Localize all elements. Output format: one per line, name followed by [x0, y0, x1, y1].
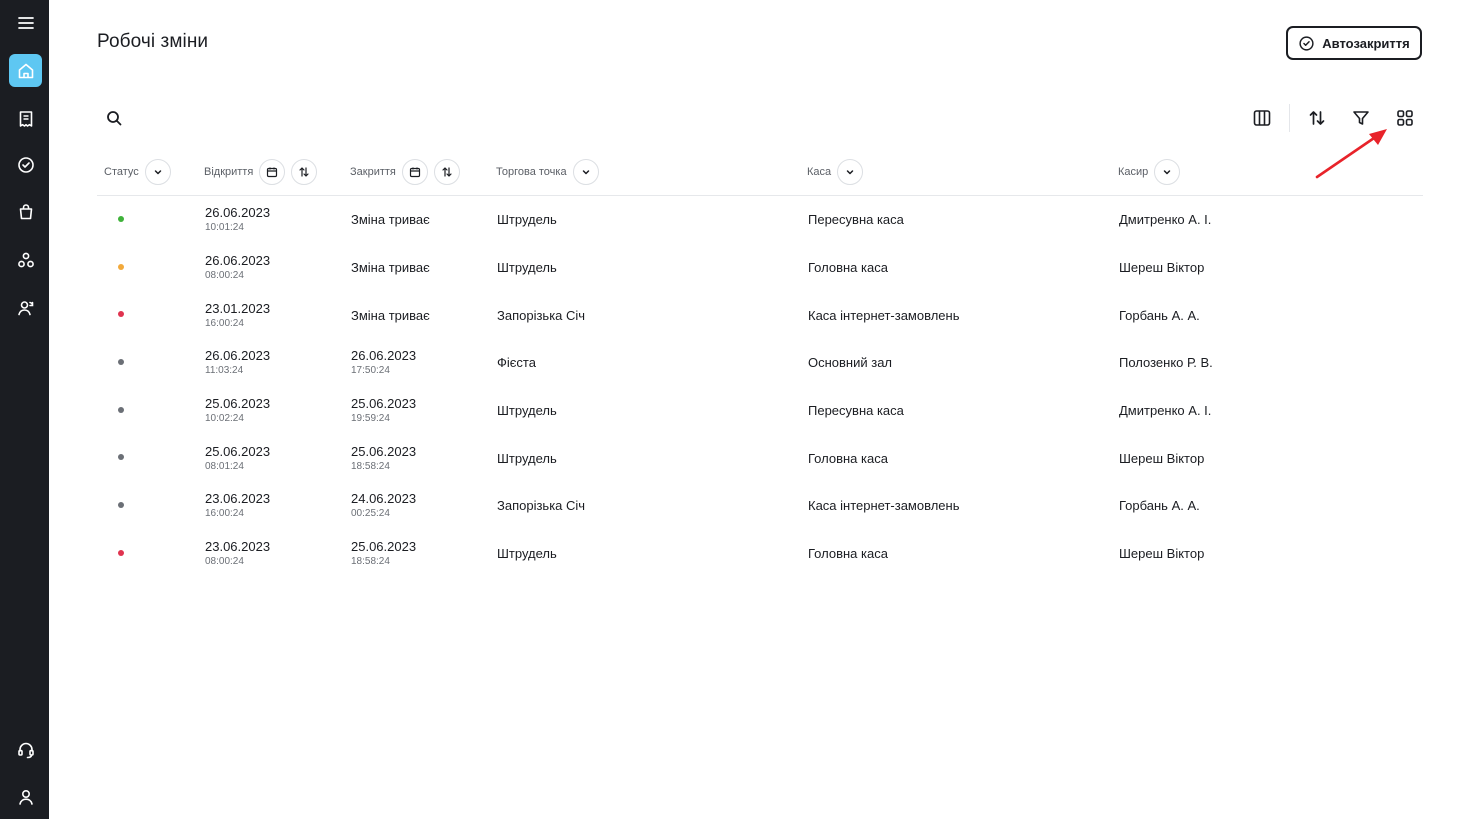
register-cell: Головна каса [808, 546, 888, 562]
closed-cell-time: 17:50:24 [351, 365, 390, 377]
store-cell: Штрудель [497, 403, 557, 419]
status-dot [118, 407, 124, 413]
status-dot [118, 311, 124, 317]
sidebar-item-support[interactable] [9, 733, 42, 766]
filter-icon [1351, 108, 1371, 128]
main-content [49, 0, 1471, 819]
status-dot [118, 502, 124, 508]
closed-cell-time: 18:58:24 [351, 460, 390, 472]
table-row[interactable] [97, 339, 1423, 387]
columns-icon [1252, 108, 1272, 128]
closed-cell-time: 18:58:24 [351, 556, 390, 568]
closed-cell: Зміна триває [351, 212, 430, 228]
closed-cell [351, 434, 416, 482]
closed-sort-button[interactable] [434, 159, 460, 185]
calendar-icon [409, 166, 421, 178]
calendar-icon [266, 166, 278, 178]
search-button[interactable] [100, 104, 128, 132]
cashier-cell: Шереш Віктор [1119, 450, 1205, 466]
store-cell: Штрудель [497, 260, 557, 276]
opened-cell [205, 339, 270, 387]
sidebar-item-clients[interactable] [9, 243, 42, 276]
menu-icon [16, 13, 36, 33]
sort-icon [441, 166, 453, 178]
table-body [97, 196, 1423, 578]
store-cell: Запорізька Січ [497, 498, 586, 514]
opened-cell-time: 08:00:24 [205, 556, 244, 568]
closed-cell-time: 00:25:24 [351, 508, 390, 520]
register-cell: Головна каса [808, 260, 888, 276]
page-title: Робочі зміни [97, 31, 209, 52]
column-status [104, 158, 171, 186]
sort-icon [298, 166, 310, 178]
column-cashier [1118, 158, 1180, 186]
opened-cell-time: 10:02:24 [205, 413, 244, 425]
opened-cell-time: 16:00:24 [205, 317, 244, 329]
column-store-label: Торгова точка [496, 166, 567, 178]
store-dropdown-button[interactable] [573, 159, 599, 185]
column-register [807, 158, 863, 186]
autoclose-button[interactable] [1286, 26, 1422, 60]
table-row[interactable] [97, 434, 1423, 482]
sidebar-item-shifts[interactable] [9, 148, 42, 181]
opened-cell [205, 530, 270, 578]
opened-cell-date: 26.06.2023 [205, 253, 271, 269]
table-header [97, 158, 1423, 196]
sidebar-item-products[interactable] [9, 195, 42, 228]
closed-cell-time: 19:59:24 [351, 413, 390, 425]
table-row[interactable] [97, 244, 1423, 292]
column-opened [204, 158, 317, 186]
opened-cell-date: 25.06.2023 [205, 396, 271, 412]
user-sync-icon [16, 298, 36, 318]
closed-cell [351, 387, 416, 435]
closed-cell-date: 25.06.2023 [351, 539, 417, 555]
cashier-cell: Дмитренко А. І. [1119, 212, 1212, 228]
closed-cell-date: 25.06.2023 [351, 396, 417, 412]
register-cell: Головна каса [808, 450, 888, 466]
chevron-down-icon [152, 166, 164, 178]
opened-cell-time: 08:00:24 [205, 270, 244, 282]
table-row[interactable] [97, 482, 1423, 530]
opened-cell-date: 23.06.2023 [205, 539, 271, 555]
status-dot [118, 454, 124, 460]
status-dot [118, 216, 124, 222]
opened-cell-date: 25.06.2023 [205, 443, 271, 459]
opened-cell [205, 434, 270, 482]
column-closed-label: Закриття [350, 166, 396, 178]
opened-cell-date: 23.06.2023 [205, 491, 271, 507]
store-cell: Штрудель [497, 450, 557, 466]
sidebar-item-home[interactable] [9, 54, 42, 87]
closed-cell-date: 26.06.2023 [351, 348, 417, 364]
opened-cell [205, 387, 270, 435]
receipt-icon [16, 109, 36, 129]
chevron-down-icon [1161, 166, 1173, 178]
status-dot [118, 264, 124, 270]
group-icon [16, 250, 36, 270]
store-cell: Штрудель [497, 546, 557, 562]
column-closed [350, 158, 460, 186]
search-icon [104, 108, 124, 128]
store-cell: Запорізька Січ [497, 307, 586, 323]
closed-cell [351, 482, 416, 530]
grid-view-button[interactable] [1391, 104, 1419, 132]
menu-button[interactable] [9, 6, 42, 39]
opened-cell-time: 08:01:24 [205, 460, 244, 472]
column-opened-label: Відкриття [204, 166, 254, 178]
closed-cell: Зміна триває [351, 307, 430, 323]
opened-sort-button[interactable] [291, 159, 317, 185]
autoclose-label: Автозакриття [1322, 35, 1410, 51]
sidebar-item-profile[interactable] [9, 780, 42, 813]
check-circle-icon [1298, 35, 1315, 52]
opened-cell [205, 291, 270, 339]
column-cashier-label: Касир [1118, 166, 1149, 178]
cashier-cell: Дмитренко А. І. [1119, 403, 1212, 419]
opened-cell [205, 244, 270, 292]
column-register-label: Каса [807, 166, 832, 178]
chevron-down-icon [844, 166, 856, 178]
cashier-cell: Шереш Віктор [1119, 260, 1205, 276]
toolbar-divider [1289, 104, 1290, 132]
cashier-cell: Горбань А. А. [1119, 498, 1200, 514]
chevron-down-icon [580, 166, 592, 178]
opened-date-picker-button[interactable] [259, 159, 285, 185]
cashier-cell: Шереш Віктор [1119, 546, 1205, 562]
table-row[interactable] [97, 387, 1423, 435]
closed-cell: Зміна триває [351, 260, 430, 276]
opened-cell-date: 23.01.2023 [205, 300, 271, 316]
register-dropdown-button[interactable] [837, 159, 863, 185]
closed-cell [351, 530, 416, 578]
opened-cell-time: 10:01:24 [205, 222, 244, 234]
sidebar [0, 0, 49, 819]
check-circle-icon [16, 155, 36, 175]
register-cell: Каса інтернет-замовлень [808, 498, 960, 514]
column-store [496, 158, 599, 186]
closed-cell-date: 25.06.2023 [351, 443, 417, 459]
opened-cell-date: 26.06.2023 [205, 205, 271, 221]
register-cell: Основний зал [808, 355, 893, 371]
grid-view-icon [1395, 108, 1415, 128]
profile-icon [16, 787, 36, 807]
column-status-label: Статус [104, 166, 139, 178]
cashier-cell: Горбань А. А. [1119, 307, 1200, 323]
closed-cell-date: 24.06.2023 [351, 491, 417, 507]
register-cell: Каса інтернет-замовлень [808, 307, 960, 323]
columns-button[interactable] [1248, 104, 1276, 132]
status-dropdown-button[interactable] [145, 159, 171, 185]
table-row[interactable] [97, 291, 1423, 339]
store-cell: Фієста [497, 355, 536, 371]
bag-icon [16, 202, 36, 222]
opened-cell [205, 482, 270, 530]
store-cell: Штрудель [497, 212, 557, 228]
cashier-cell: Полозенко Р. В. [1119, 355, 1213, 371]
sidebar-item-receipts[interactable] [9, 102, 42, 135]
home-icon [16, 61, 36, 81]
table-row[interactable] [97, 530, 1423, 578]
status-dot [118, 359, 124, 365]
headset-icon [16, 740, 36, 760]
opened-cell-time: 11:03:24 [205, 365, 244, 377]
opened-cell-time: 16:00:24 [205, 508, 244, 520]
register-cell: Пересувна каса [808, 403, 904, 419]
opened-cell-date: 26.06.2023 [205, 348, 271, 364]
cashier-dropdown-button[interactable] [1154, 159, 1180, 185]
opened-cell [205, 196, 270, 244]
register-cell: Пересувна каса [808, 212, 904, 228]
sort-icon [1307, 108, 1327, 128]
table-row[interactable] [97, 196, 1423, 244]
closed-date-picker-button[interactable] [402, 159, 428, 185]
sidebar-item-staff[interactable] [9, 291, 42, 324]
status-dot [118, 550, 124, 556]
closed-cell [351, 339, 416, 387]
